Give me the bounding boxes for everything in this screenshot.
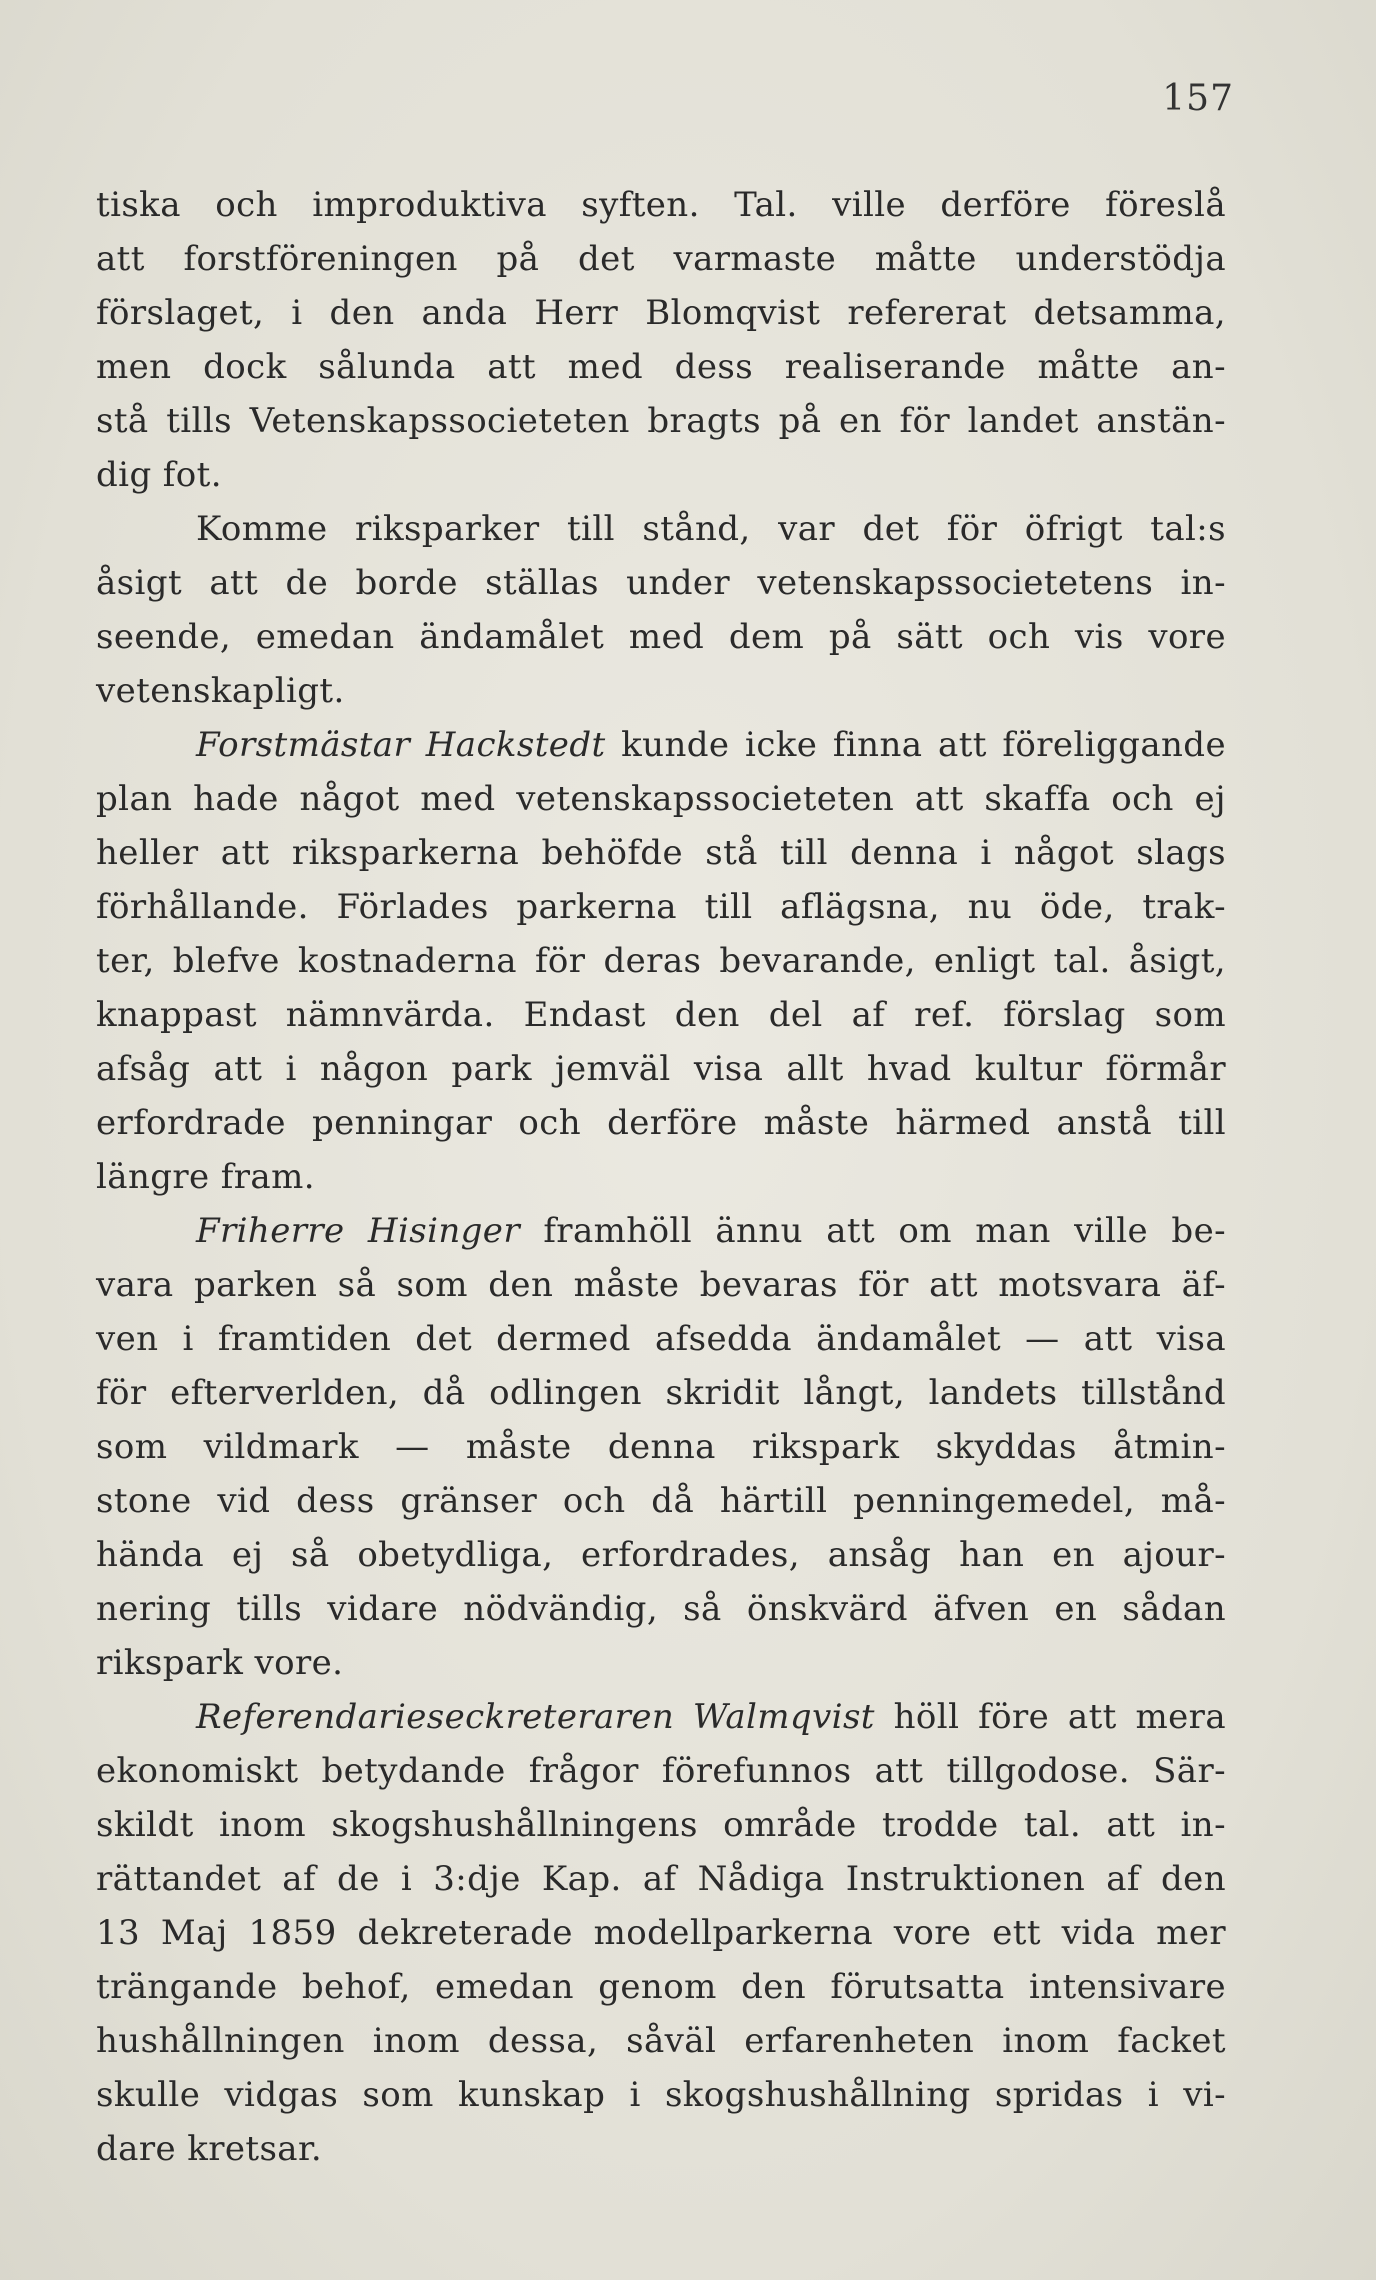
speaker-name: Referendarieseckreteraren Walmqvist [196,1697,875,1737]
text-line: förslaget, i den anda Herr Blomqvist refererat detsamma, [96,293,1226,333]
body-text [96,178,1226,2176]
text-line: rättandet af de i 3:dje Kap. af Nådiga Instruktionen af den [96,1859,1226,1899]
text-line: hushållningen inom dessa, såväl erfarenheten inom facket [96,2021,1226,2061]
speaker-line [96,1204,1226,1258]
text-line: åsigt att de borde ställas under vetenskapssocietetens in- [96,563,1226,603]
text-line: som vildmark — måste denna rikspark skyddas åtmin- [96,1427,1226,1467]
speaker-name: Friherre Hisinger [196,1211,520,1251]
text-line: knappast nämnvärda. Endast den del af ref. förslag som [96,995,1226,1035]
speaker-name: Forstmästar Hackstedt [196,725,606,765]
speaker-line-text: framhöll ännu att om man ville be- [519,1211,1226,1251]
page-number: 157 [1162,78,1234,119]
speaker-line [96,1690,1226,1744]
text-line: hända ej så obetydliga, erfordrades, ansåg han en ajour- [96,1535,1226,1575]
text-line: skildt inom skogshushållningens område trodde tal. att in- [96,1805,1226,1845]
text-line: tiska och improduktiva syften. Tal. ville derföre föreslå [96,185,1226,225]
text-line: erfordrade penningar och derföre måste härmed anstå till [96,1103,1226,1143]
text-line: att forstföreningen på det varmaste måtte understödja [96,239,1226,279]
text-line: dare kretsar. [96,2129,323,2169]
text-line: men dock sålunda att med dess realiserande måtte an- [96,347,1226,387]
text-line: förhållande. Förlades parkerna till aflägsna, nu öde, trak- [96,887,1226,927]
text-line: stå tills Vetenskapssocieteten bragts på en för landet anstän- [96,401,1226,441]
text-line: plan hade något med vetenskapssocieteten att skaffa och ej [96,779,1226,819]
speaker-line [96,718,1226,772]
text-line: nering tills vidare nödvändig, så önskvärd äfven en sådan [96,1589,1226,1629]
text-line: dig fot. [96,455,222,495]
text-line: Komme riksparker till stånd, var det för öfrigt tal:s [196,509,1226,549]
text-line: ter, blefve kostnaderna för deras bevarande, enligt tal. åsigt, [96,941,1226,981]
speaker-line-text: kunde icke finna att föreliggande [605,725,1226,765]
text-line: afsåg att i någon park jemväl visa allt hvad kultur förmår [96,1049,1226,1089]
text-line: för efterverlden, då odlingen skridit långt, landets tillstånd [96,1373,1226,1413]
text-line: skulle vidgas som kunskap i skogshushållning spridas i vi- [96,2075,1226,2115]
text-line: ven i framtiden det dermed afsedda ändamålet — att visa [96,1319,1226,1359]
text-line: rikspark vore. [96,1643,344,1683]
text-line: stone vid dess gränser och då härtill penningemedel, må- [96,1481,1226,1521]
speaker-line-text: höll före att mera [874,1697,1226,1737]
text-line: seende, emedan ändamålet med dem på sätt och vis vore [96,617,1226,657]
text-line: trängande behof, emedan genom den förutsatta intensivare [96,1967,1226,2007]
text-line: vetenskapligt. [96,671,345,711]
text-line: ekonomiskt betydande frågor förefunnos att tillgodose. Sär- [96,1751,1226,1791]
text-line: heller att riksparkerna behöfde stå till denna i något slags [96,833,1226,873]
text-line: 13 Maj 1859 dekreterade modellparkerna vore ett vida mer [96,1913,1226,1953]
text-line: vara parken så som den måste bevaras för att motsvara äf- [96,1265,1226,1305]
text-line: längre fram. [96,1157,315,1197]
